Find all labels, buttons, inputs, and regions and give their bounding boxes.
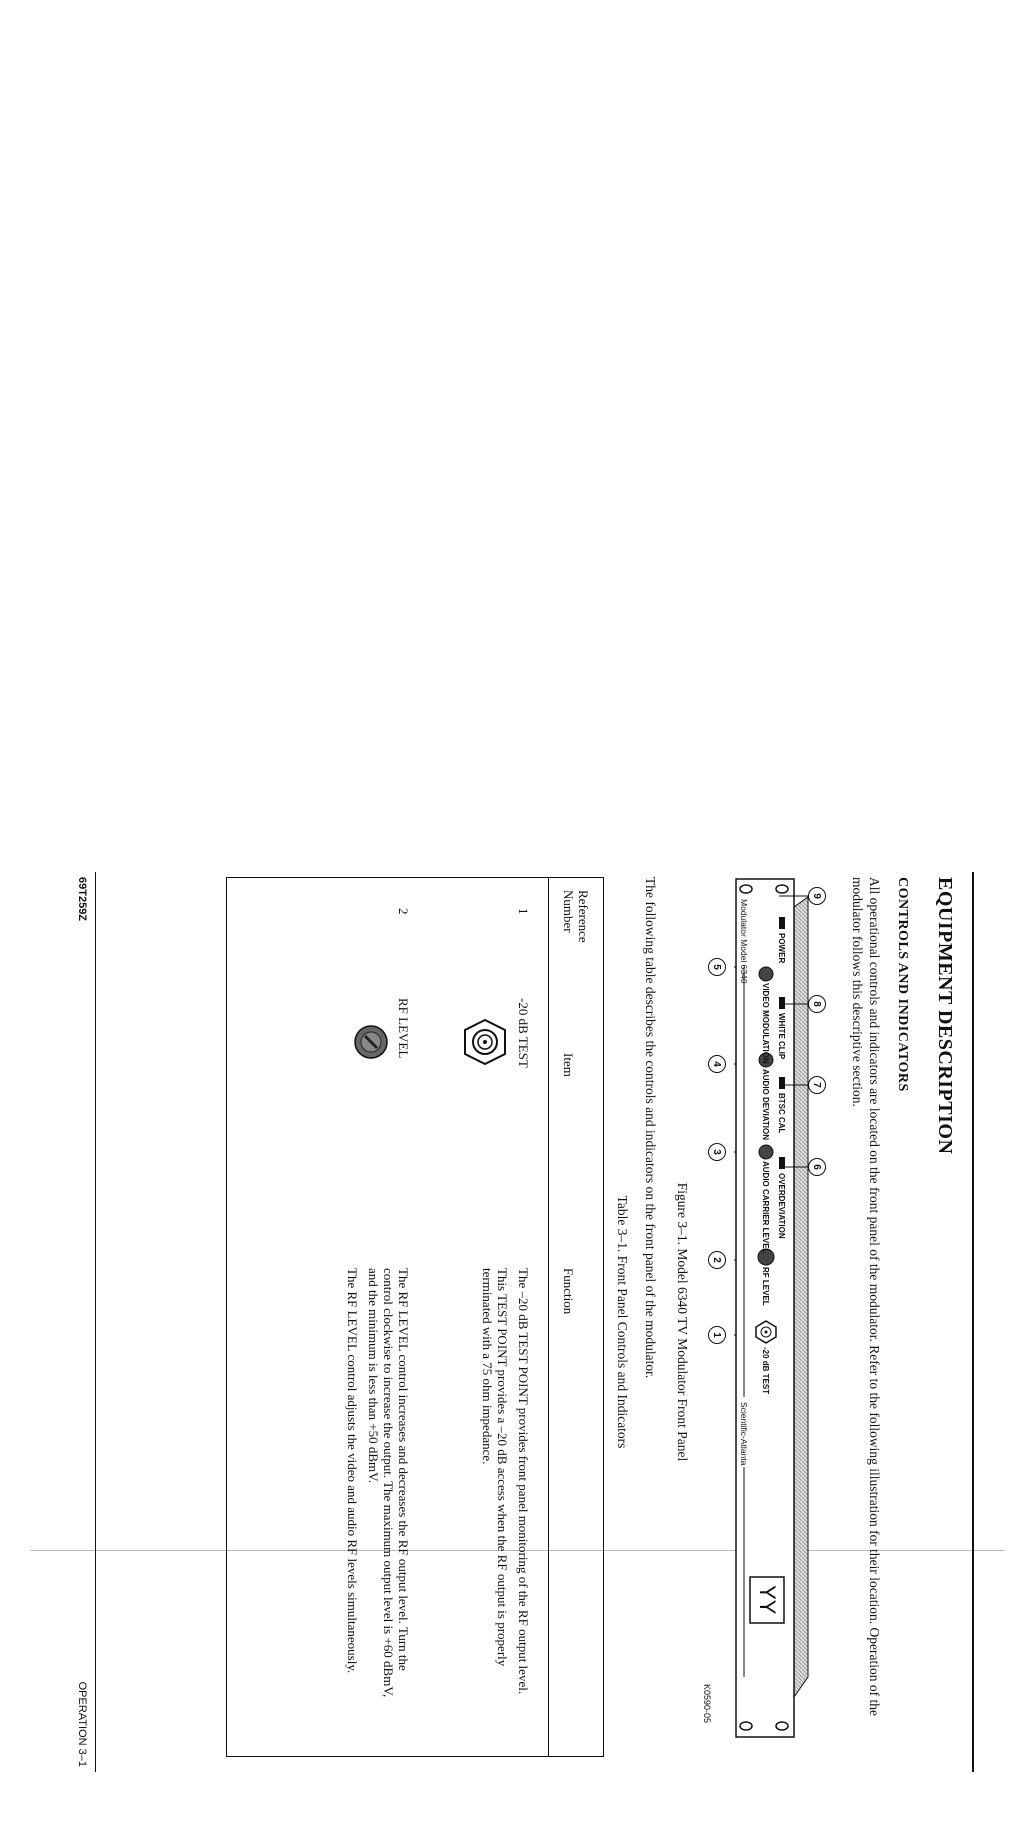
top-rule	[972, 872, 974, 1772]
header-item: Item	[561, 1053, 576, 1077]
power-led	[779, 917, 785, 929]
audio-deviation-label: AUDIO DEVIATION	[761, 1069, 770, 1140]
rf-level-label: RF LEVEL	[761, 1267, 770, 1306]
row1-ref: 1	[516, 908, 531, 915]
test-connector-icon	[463, 1018, 507, 1066]
figure-caption: Figure 3–1. Model 6340 TV Modulator Front Panel	[675, 1182, 690, 1462]
row1-function	[474, 1268, 531, 1698]
page-heading: EQUIPMENT DESCRIPTION	[934, 877, 956, 1155]
callout-4: 4	[708, 1055, 726, 1073]
header-ref-line2: Number	[561, 890, 576, 933]
btsc-cal-led	[779, 1077, 785, 1089]
row1-function-p2: This TEST POINT provides a –20 dB access when the RF output is properly terminated with a 75 ohm impedance.	[480, 1268, 510, 1667]
intro-paragraph: All operational controls and indicators are located on the front panel of the modulator. Refer to the following illustration for their location. Operation of the modulator follows this descriptive section.	[850, 877, 882, 1717]
white-clip-label: WHITE CLIP	[777, 1013, 786, 1060]
video-modulation-label: VIDEO MODULATION	[761, 983, 770, 1064]
btsc-cal-label: BTSC CAL	[777, 1093, 786, 1134]
video-modulation-knob	[759, 967, 773, 981]
callout-3: 3	[708, 1143, 726, 1161]
test-connector-pin	[765, 1331, 768, 1334]
audio-carrier-level-label: AUDIO CARRIER LEVEL	[761, 1161, 770, 1254]
footer-section: OPERATION 3–1	[76, 1681, 88, 1767]
callout-6: 6	[808, 1158, 826, 1176]
callout-7: 7	[808, 1076, 826, 1094]
overdeviation-led	[779, 1157, 785, 1169]
row2-function-p1: The RF LEVEL control increases and decreases the RF output level. Turn the control clockwise to increase the output. The maximum output level is +60 dBmV, and the minimum is less than +50 dBmV.	[366, 1268, 411, 1698]
row2-ref: 2	[396, 908, 411, 915]
section-subheading: CONTROLS AND INDICATORS	[895, 877, 910, 1092]
header-ref-line1: Reference	[576, 890, 591, 943]
header-function: Function	[561, 1268, 576, 1315]
header-rule	[548, 878, 549, 1756]
row1-item: -20 dB TEST	[516, 998, 531, 1068]
rf-level-knob-icon	[353, 1024, 389, 1060]
front-panel-figure	[711, 877, 823, 1757]
brand-logo: YY	[755, 1585, 780, 1615]
table-caption: Table 3–1. Front Panel Controls and Indicators	[615, 1195, 630, 1449]
test-label: -20 dB TEST	[761, 1347, 770, 1395]
controls-table	[226, 877, 604, 1757]
callout-5: 5	[708, 958, 726, 976]
figure-id: K0590-05	[702, 1684, 712, 1724]
bottom-rule	[95, 872, 96, 1772]
row1-function-p1: The –20 dB TEST POINT provides front panel monitoring of the RF output level.	[516, 1268, 531, 1695]
rotated-page-content	[76, 872, 980, 1822]
front-panel-drawing	[734, 877, 814, 1757]
callout-9: 9	[808, 887, 826, 905]
callout-2: 2	[708, 1251, 726, 1269]
model-label: Modulator Model 6340	[739, 899, 749, 984]
overdeviation-label: OVERDEVIATION	[777, 1173, 786, 1239]
row2-item: RF LEVEL	[396, 998, 411, 1059]
footer-doc-number: 69T259Z	[76, 877, 88, 922]
brand-label: Scientific-Atlanta	[739, 1402, 749, 1466]
panel-bevel	[794, 897, 808, 1697]
table-intro: The following table describes the controls and indicators on the front panel of the modulator.	[643, 877, 658, 1379]
callout-8: 8	[808, 995, 826, 1013]
power-label: POWER	[777, 933, 786, 964]
white-clip-led	[779, 997, 785, 1009]
audio-carrier-level-knob	[759, 1145, 773, 1159]
row2-function-p2: The RF LEVEL control adjusts the video and audio RF levels simultaneously.	[345, 1268, 360, 1674]
callout-1: 1	[708, 1326, 726, 1344]
row2-function	[339, 1268, 411, 1698]
header-reference-number	[561, 890, 591, 943]
